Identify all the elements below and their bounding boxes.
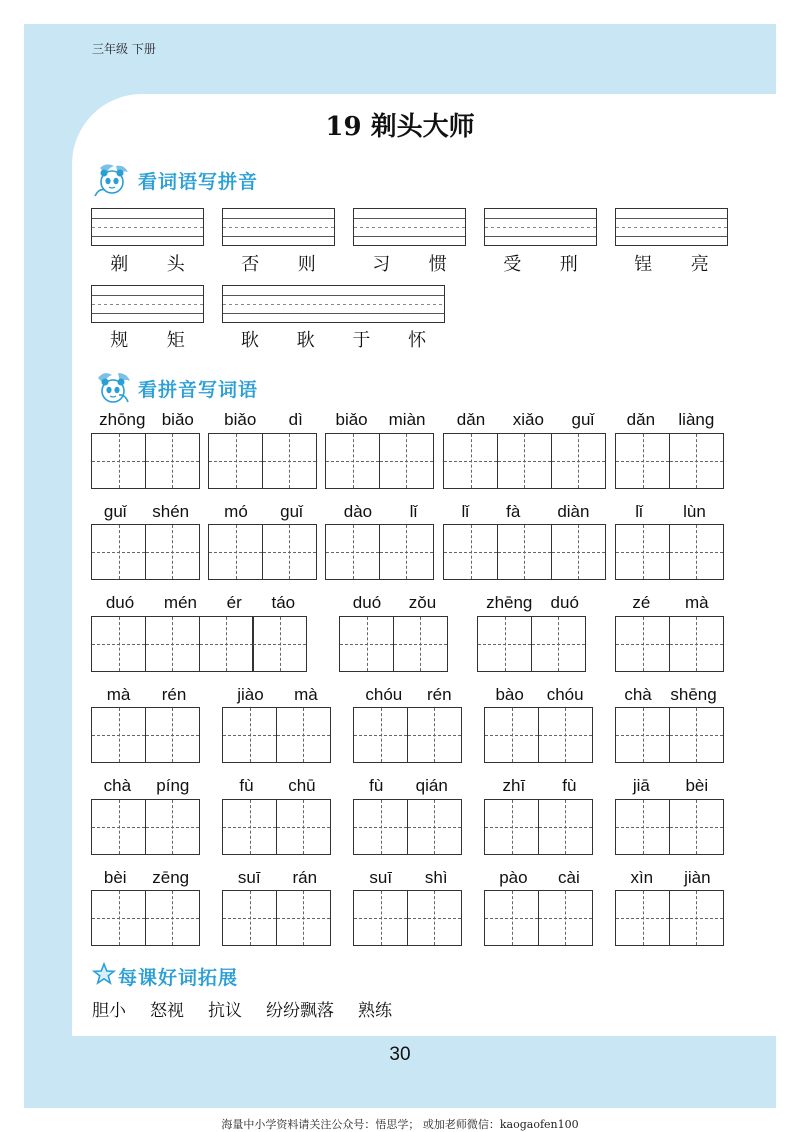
writing-grid[interactable] <box>353 890 462 946</box>
word-label: 否 则 <box>241 254 316 275</box>
good-word: 怒视 <box>150 1001 184 1021</box>
writing-grid[interactable] <box>615 890 724 946</box>
pinyin-label: biǎo miàn <box>335 410 426 429</box>
pinyin-box[interactable] <box>222 285 445 323</box>
section-header-2 <box>92 370 258 406</box>
writing-grid[interactable] <box>615 616 724 672</box>
pinyin-label: guǐ shén <box>103 502 190 521</box>
pinyin-label: lǐ fà diàn <box>461 502 590 521</box>
writing-grid[interactable] <box>484 707 593 763</box>
pinyin-box[interactable] <box>91 285 204 323</box>
writing-grid[interactable] <box>222 890 331 946</box>
pinyin-label: zhēng duó <box>486 593 579 612</box>
pinyin-label: biǎo dì <box>224 410 303 429</box>
panda-icon <box>92 370 134 406</box>
footer-note: 海量中小学资料请关注公众号：悟思学； 或加老师微信：kaogaofen100 <box>221 1118 579 1131</box>
section-header-3 <box>92 958 238 994</box>
pinyin-box[interactable] <box>484 208 597 246</box>
pinyin-label: suī rán <box>237 868 318 887</box>
pinyin-label: dào lǐ <box>343 502 418 521</box>
writing-grid[interactable] <box>615 524 724 580</box>
pinyin-label: jiào mà <box>237 685 318 704</box>
writing-grid[interactable] <box>91 707 200 763</box>
good-word: 抗议 <box>208 1001 242 1021</box>
lesson-title: 19 剃头大师 <box>325 112 475 142</box>
word-label: 剃 头 <box>110 254 185 275</box>
writing-grid[interactable] <box>443 433 606 489</box>
pinyin-label: fù chū <box>239 776 316 795</box>
star-icon <box>92 962 116 990</box>
pinyin-box[interactable] <box>353 208 466 246</box>
pinyin-label: suī shì <box>369 868 448 887</box>
writing-grid[interactable] <box>325 433 434 489</box>
pinyin-label: duó zǒu <box>352 593 437 612</box>
pinyin-label: chóu rén <box>365 685 452 704</box>
section-title: 看拼音写词语 <box>138 378 259 401</box>
writing-grid[interactable] <box>615 707 724 763</box>
word-label: 规 矩 <box>110 330 185 351</box>
word-label: 受 刑 <box>503 254 578 275</box>
writing-grid[interactable] <box>91 799 200 855</box>
pinyin-box[interactable] <box>615 208 728 246</box>
writing-grid[interactable] <box>91 616 307 672</box>
writing-grid[interactable] <box>91 890 200 946</box>
pinyin-label: zhī fù <box>502 776 577 795</box>
writing-grid[interactable] <box>222 799 331 855</box>
writing-grid[interactable] <box>443 524 606 580</box>
writing-grid[interactable] <box>484 799 593 855</box>
pinyin-label: mó guǐ <box>224 502 303 521</box>
pinyin-label: fù qián <box>369 776 448 795</box>
writing-grid[interactable] <box>353 707 462 763</box>
word-label: 锃 亮 <box>634 254 709 275</box>
pinyin-label: lǐ lùn <box>635 502 706 521</box>
pinyin-label: bào chóu <box>495 685 584 704</box>
section-header-1 <box>92 162 258 198</box>
good-word: 胆小 <box>92 1001 126 1021</box>
pinyin-label: mà rén <box>106 685 187 704</box>
writing-grid[interactable] <box>208 433 317 489</box>
pinyin-label: pào cài <box>499 868 580 887</box>
word-label: 习 惯 <box>372 254 447 275</box>
good-word: 纷纷飘落 <box>266 1001 334 1021</box>
pinyin-box[interactable] <box>222 208 335 246</box>
section-title: 看词语写拼音 <box>138 170 259 193</box>
page-number: 30 <box>389 1044 411 1065</box>
pinyin-label: zhōng biǎo <box>99 410 194 429</box>
panda-icon <box>92 162 134 198</box>
good-word: 熟练 <box>358 1001 392 1021</box>
pinyin-label: bèi zēng <box>103 868 190 887</box>
writing-grid[interactable] <box>339 616 448 672</box>
writing-grid[interactable] <box>353 799 462 855</box>
pinyin-label: dǎn liàng <box>626 410 715 429</box>
writing-grid[interactable] <box>615 799 724 855</box>
pinyin-label: duó mén ér táo <box>105 593 296 612</box>
pinyin-label: jiā bèi <box>632 776 709 795</box>
writing-grid[interactable] <box>91 433 200 489</box>
writing-grid[interactable] <box>222 707 331 763</box>
pinyin-label: xìn jiàn <box>630 868 711 887</box>
pinyin-label: chà píng <box>103 776 190 795</box>
pinyin-label: zé mà <box>632 593 709 612</box>
writing-grid[interactable] <box>208 524 317 580</box>
pinyin-label: dǎn xiǎo guǐ <box>456 410 595 429</box>
section-title: 每课好词拓展 <box>118 966 239 989</box>
writing-grid[interactable] <box>325 524 434 580</box>
writing-grid[interactable] <box>477 616 586 672</box>
writing-grid[interactable] <box>484 890 593 946</box>
pinyin-label: chà shēng <box>624 685 717 704</box>
pinyin-box[interactable] <box>91 208 204 246</box>
writing-grid[interactable] <box>91 524 200 580</box>
word-label: 耿 耿 于 怀 <box>240 330 427 351</box>
grade-label: 三年级 下册 <box>92 42 156 56</box>
good-words-list <box>92 996 392 1021</box>
writing-grid[interactable] <box>615 433 724 489</box>
